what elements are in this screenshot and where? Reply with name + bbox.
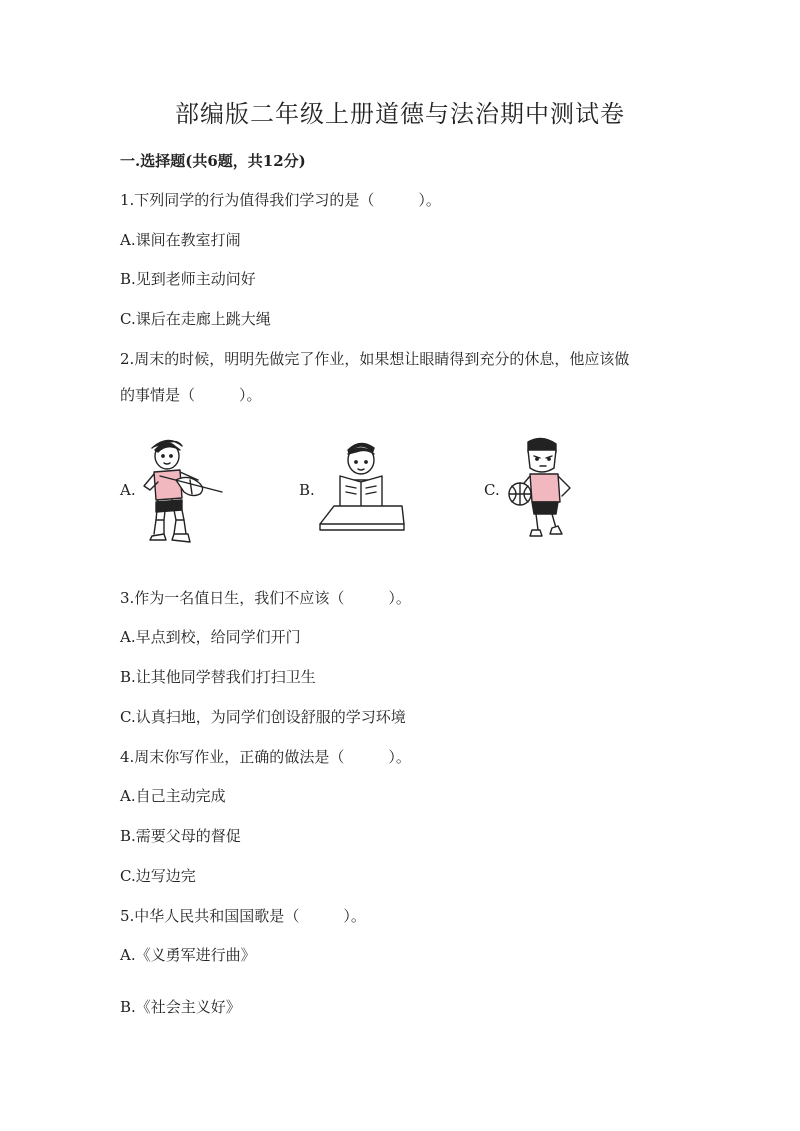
question-2-option-a[interactable]: A.	[120, 481, 136, 499]
question-2-option-c[interactable]: C.	[484, 481, 500, 499]
question-1-stem: 1.下列同学的行为值得我们学习的是（ ）。	[120, 191, 441, 209]
question-2-stem-line2: 的事情是（ ）。	[120, 386, 262, 404]
question-5-option-b[interactable]: B.《社会主义好》	[120, 998, 241, 1016]
question-4-stem: 4.周末你写作业，正确的做法是（ ）。	[120, 748, 411, 766]
question-5-stem: 5.中华人民共和国国歌是（ ）。	[120, 907, 366, 925]
basketball-boy-icon	[500, 436, 580, 542]
violin-boy-icon	[140, 436, 226, 548]
question-1-option-b[interactable]: B.见到老师主动问好	[120, 270, 256, 288]
question-4-option-a[interactable]: A.自己主动完成	[120, 787, 226, 805]
question-2-stem-line1: 2.周末的时候，明明先做完了作业，如果想让眼睛得到充分的休息，他应该做	[120, 350, 630, 368]
question-3-option-c[interactable]: C.认真扫地，为同学们创设舒服的学习环境	[120, 708, 406, 726]
question-3-stem: 3.作为一名值日生，我们不应该（ ）。	[120, 589, 411, 607]
question-1-option-c[interactable]: C.课后在走廊上跳大绳	[120, 310, 271, 328]
question-5-option-a[interactable]: A.《义勇军进行曲》	[120, 946, 256, 964]
page-title: 部编版二年级上册道德与法治期中测试卷	[175, 100, 625, 128]
question-4-option-c[interactable]: C.边写边完	[120, 867, 196, 885]
question-1-option-a[interactable]: A.课间在教室打闹	[120, 231, 241, 249]
question-2-option-b[interactable]: B.	[299, 481, 315, 499]
reading-boy-icon	[318, 440, 406, 532]
section-heading: 一.选择题(共6题，共12分)	[120, 152, 306, 170]
question-3-option-a[interactable]: A.早点到校，给同学们开门	[120, 628, 301, 646]
question-3-option-b[interactable]: B.让其他同学替我们打扫卫生	[120, 668, 316, 686]
question-4-option-b[interactable]: B.需要父母的督促	[120, 827, 241, 845]
